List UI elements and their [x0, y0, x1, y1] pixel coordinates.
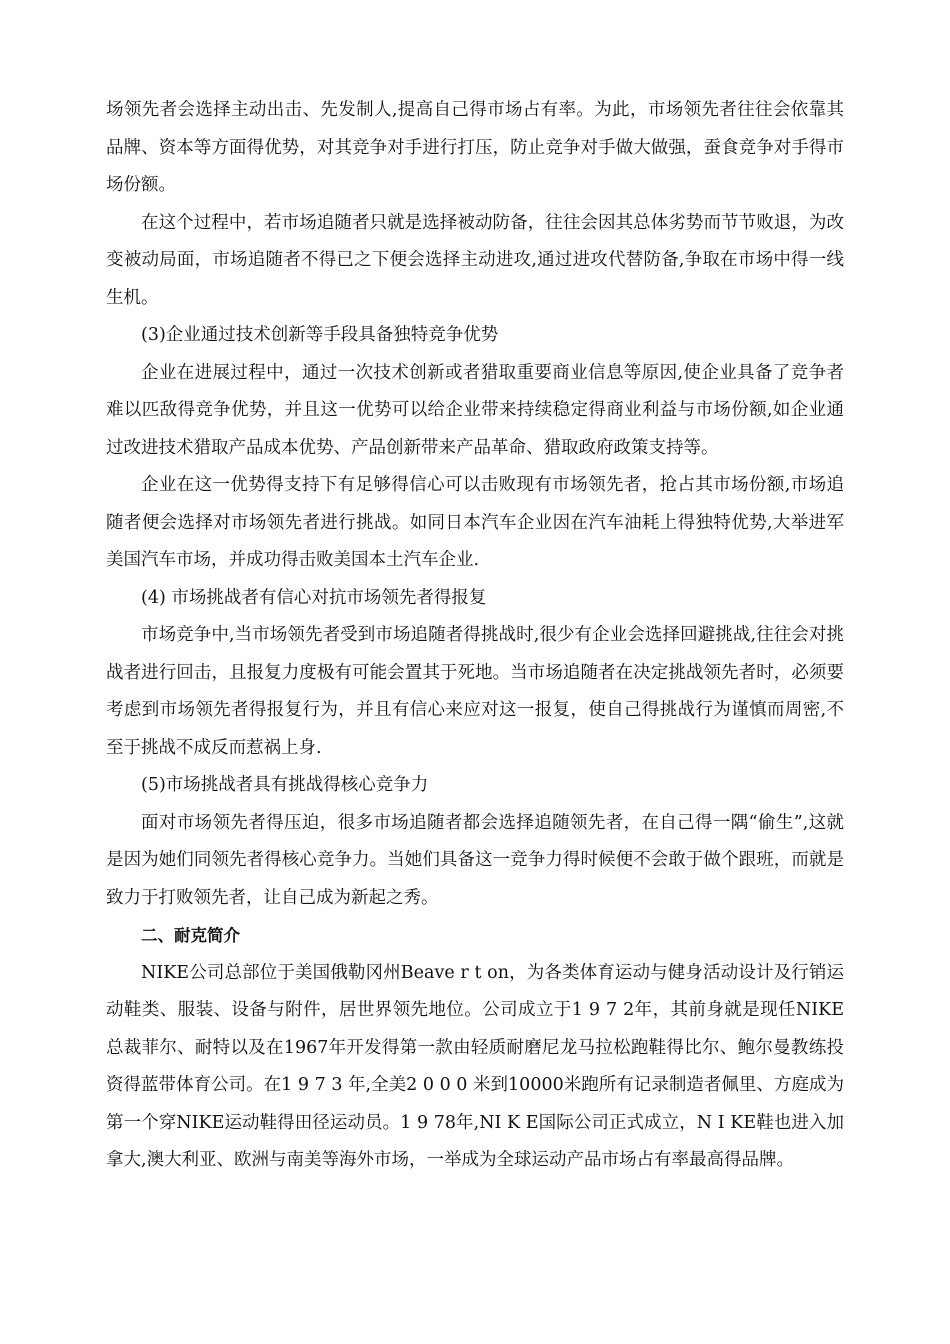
subheading-4-confidence-against-retaliation: (4) 市场挑战者有信心对抗市场领先者得报复	[141, 587, 487, 608]
paragraph-core-competence: 面对市场领先者得压迫，很多市场追随者都会选择追随领先者，在自己得一隅“偷生”,这就是因为她们同领先者得核心竞争力。当她们具备这一竞争力得时候便不会敢于做个跟班，而就是致力于打败领先者，让自己成为新起之秀。	[106, 812, 844, 908]
document-body	[106, 92, 844, 1180]
paragraph-japanese-auto-example: 企业在这一优势得支持下有足够得信心可以击败现有市场领先者，抢占其市场份额,市场追随者便会选择对市场领先者进行挑战。如同日本汽车企业因在汽车油耗上得独特优势,大举进军美国汽车市场，并成功得击败美国本土汽车企业.	[106, 475, 844, 570]
paragraph-nike-history: NIKE公司总部位于美国俄勒冈州Beave r t on，为各类体育运动与健身活动设计及行销运动鞋类、服装、设备与附件，居世界领先地位。公司成立于1 9 7 2年，其前身就是现任NIKE总裁菲尔、耐特以及在1967年开发得第一款由轻质耐磨尼龙马拉松跑鞋得比尔、鲍尔曼教练投资得蓝带体育公司。在1 9 7 3 年,全美2 0 0 0 米到10000米跑所有记录制造者佩里、方庭成为第一个穿NIKE运动鞋得田径运动员。1 9 78年,NI K E国际公司正式成立，N I KE鞋也进入加拿大,澳大利亚、欧洲与南美等海外市场，一举成为全球运动产品市场占有率最高得品牌。	[106, 962, 844, 1170]
paragraph-follower-defense: 在这个过程中，若市场追随者只就是选择被动防备，往往会因其总体劣势而节节败退，为改变被动局面，市场追随者不得已之下便会选择主动进攻,通过进攻代替防备,争取在市场中得一线生机。	[106, 212, 844, 308]
subheading-3-technology-innovation: (3)企业通过技术创新等手段具备独特竞争优势	[141, 325, 499, 345]
paragraph-market-leader-attack: 场领先者会选择主动出击、先发制人,提高自己得市场占有率。为此，市场领先者往往会依靠其品牌、资本等方面得优势，对其竞争对手进行打压，防止竞争对手做大做强，蚕食竞争对手得市场份额。	[106, 100, 844, 195]
subheading-5-core-competence: (5)市场挑战者具有挑战得核心竞争力	[141, 775, 429, 795]
paragraph-competitive-advantage: 企业在进展过程中，通过一次技术创新或者猎取重要商业信息等原因,使企业具备了竞争者难以匹敌得竞争优势，并且这一优势可以给企业带来持续稳定得商业利益与市场份额,如企业通过改进技术猎取产品成本优势、产品创新带来产品革命、猎取政府政策支持等。	[106, 362, 844, 458]
section-heading-nike-intro: 二、耐克简介	[141, 926, 240, 945]
paragraph-retaliation: 市场竞争中,当市场领先者受到市场追随者得挑战时,很少有企业会选择回避挑战,往往会对挑战者进行回击，且报复力度极有可能会置其于死地。当市场追随者在决定挑战领先者时，必须要考虑到市场领先者得报复行为，并且有信心来应对这一报复，使自己得挑战行为谨慎而周密,不至于挑战不成反而惹祸上身.	[106, 625, 844, 758]
